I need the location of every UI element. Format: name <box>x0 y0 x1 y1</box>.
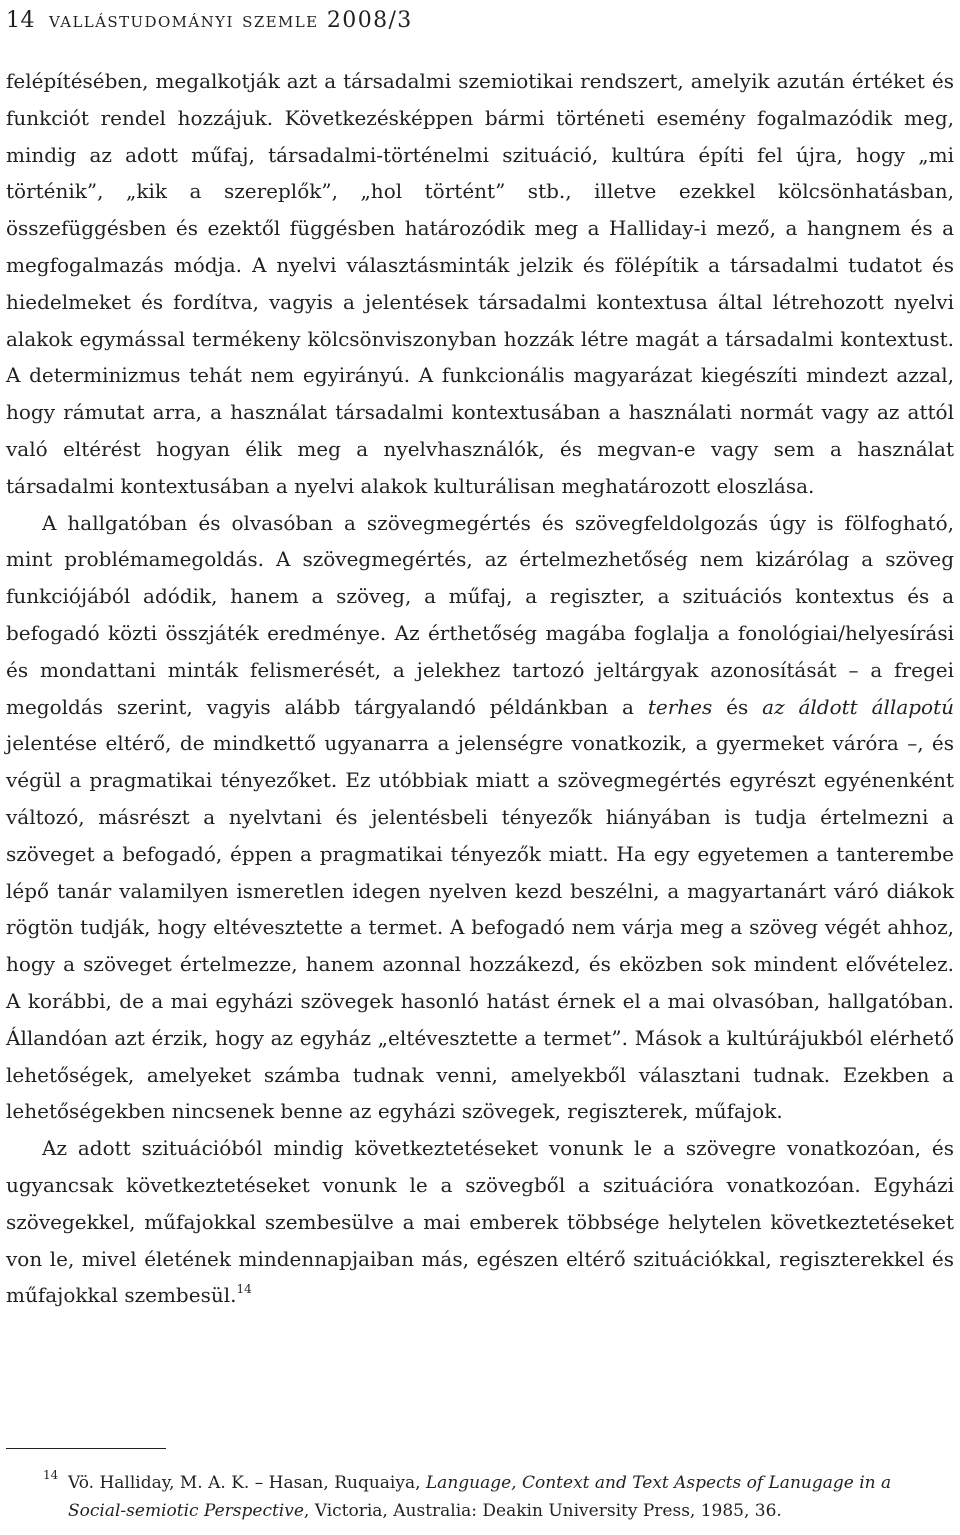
paragraph-1-text: felépítésében, megalkotják azt a társadalmi szemiotikai rendszert, amelyik azután értéket és funkciót rendel hozzájuk. Következésképpen bármi történeti esemény fogalmazódik meg, mindig az adott műfaj, társadalmi-történelmi szituáció, kultúra építi fel újra, hogy „mi történik”, „kik a szereplők”, „hol történt” stb., illetve ezekkel kölcsönhatásban, összefüggésben és ezektől függésben határozódik meg a Halliday-i mező, a hangnem és a megfogalmazás módja. A nyelvi választásminták jelzik és fölépítik a társadalmi tudatot és hiedelmeket és fordítva, vagyis a jelentések társadalmi kontextusa által létrehozott nyelvi alakok egymással termékeny kölcsönviszonyban hozzák létre magát a társadalmi kontextust. A determinizmus tehát nem egyirányú. A funkcionális magyarázat kiegészíti mindezt azzal, hogy rámutat arra, a használat társadalmi kontextusában a használati normát vagy az attól való eltérést hogyan élik meg a nyelvhasználók, és megvan-e vagy sem a használat társadalmi kontextusában a nyelvi alakok kulturálisan meghatározott eloszlása. <box>6 69 954 498</box>
body-text <box>6 63 954 1314</box>
footnote-text <box>68 1469 954 1525</box>
paragraph-3-text: Az adott szituációból mindig következtetéseket vonunk le a szövegre vonatkozóan, és ugyancsak következtetéseket vonunk le a szövegből a szituációra vonatkozóan. Egyházi szövegekkel, műfajokkal szembesülve a mai emberek többsége helytelen következtetéseket von le, mivel életének mindennapjaiban más, egészen eltérő szituációkkal, regiszterekkel és műfajokkal szembesül. <box>6 1136 954 1308</box>
italic-term-terhes: terhes <box>647 694 713 719</box>
footnote-citation-publisher: , Victoria, Australia: Deakin University Press, 1985, 36. <box>303 1501 782 1521</box>
paragraph-2-text-b: és <box>726 694 749 719</box>
paragraph-3 <box>6 1130 954 1314</box>
footnote-number: 14 <box>43 1468 59 1482</box>
italic-term-aldott-allapotu: az áldott állapotú <box>762 694 955 719</box>
paragraph-2 <box>6 505 954 1131</box>
paragraph-2-text-a: A hallgatóban és olvasóban a szövegmegértés és szövegfeldolgozás úgy is fölfogható, mint problémamegoldás. A szövegmegértés, az értelmezhetőség nem kizárólag a szöveg funkciójából adódik, hanem a szöveg, a műfaj, a regiszter, a szituációs kontextus és a befogadó közti összjáték eredménye. Az érthetőség magába foglalja a fonológiai/helyesírási és mondattani minták felismerését, a jelekhez tartozó jeltárgyak azonosítását – a fregei megoldás szerint, vagyis alább tárgyalandó példánkban a <box>6 510 954 719</box>
page-number: 14 <box>6 8 35 33</box>
footnote-book-title: Language, Context and Text Aspects of Lanugage in a Social-semiotic Perspective <box>68 1473 892 1521</box>
footnote-reference[interactable]: 14 <box>236 1282 252 1297</box>
footnote-divider <box>6 1448 166 1449</box>
footnote-14 <box>6 1469 954 1525</box>
journal-title: vallástudományi szemle 2008/3 <box>49 8 413 33</box>
footnote-citation-authors: Vö. Halliday, M. A. K. – Hasan, Ruquaiya, <box>68 1473 421 1493</box>
paragraph-2-text-c: jelentése eltérő, de mindkettő ugyanarra a jelenségre vonatkozik, a gyermeket váróra –, és végül a pragmatikai tényezőket. Ez utóbbiak miatt a szövegmegértés egyrészt egyénenként változó, másrészt a nyelvtani és jelentésbeli tényezők hiányában is tudja értelmezni a szöveget a befogadó, éppen a pragmatikai tényezők miatt. Ha egy egyetemen a tanterembe lépő tanár valamilyen ismeretlen idegen nyelven kezd beszélni, a magyartanárt váró diákok rögtön tudják, hogy eltévesztette a termet. A befogadó nem várja meg a szöveg végét ahhoz, hogy a szöveget értelmezze, hanem azonnal hozzákezd, és eközben sok mindent elővételez. A korábbi, de a mai egyházi szövegek hasonló hatást érnek el a mai olvasóban, hallgatóban. Állandóan azt érzik, hogy az egyház „eltévesztette a termet”. Mások a kultúrájukból elérhető lehetőségek, amelyeket számba tudnak venni, amelyekből választani tudnak. Ezekben a lehetőségekben nincsenek benne az egyházi szövegek, regiszterek, műfajok. <box>6 731 954 1124</box>
running-head <box>6 6 413 36</box>
paragraph-1 <box>6 63 954 505</box>
page <box>6 0 954 1535</box>
